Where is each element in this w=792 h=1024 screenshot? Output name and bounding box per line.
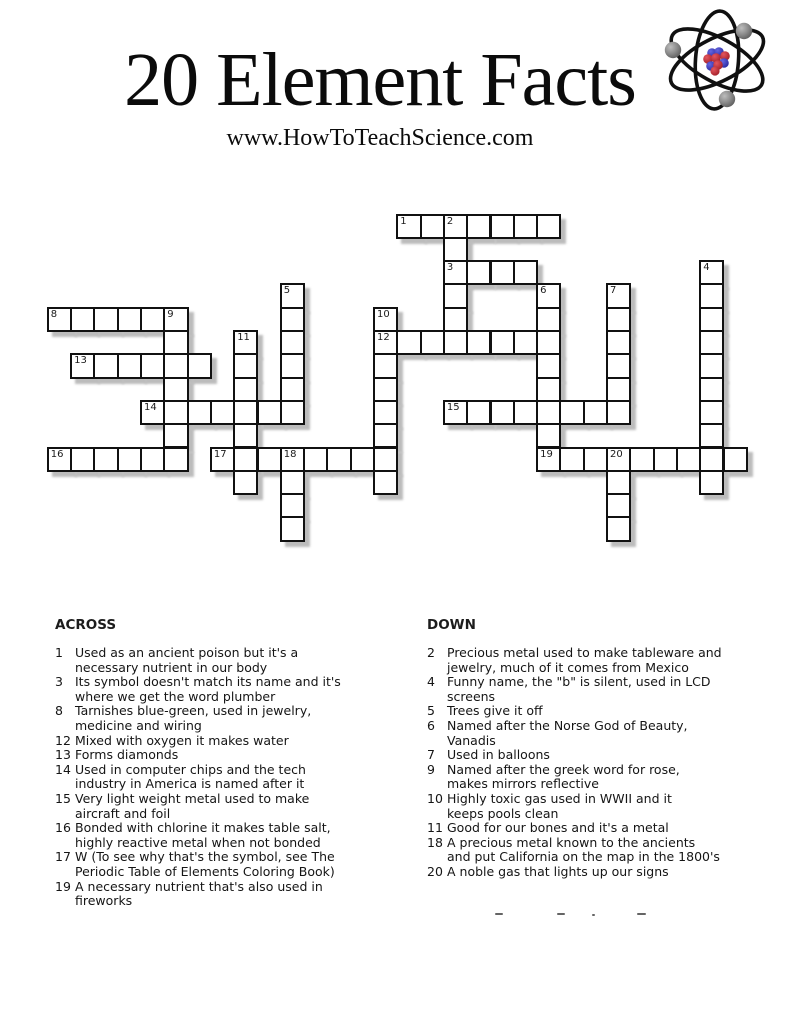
text-fragment <box>557 913 565 915</box>
grid-cell[interactable] <box>280 447 305 472</box>
grid-cell[interactable] <box>536 423 561 448</box>
grid-cell[interactable] <box>163 400 188 425</box>
cell-number: 18 <box>283 448 297 460</box>
clue-number: 11 <box>427 820 443 836</box>
grid-cell[interactable] <box>210 447 235 472</box>
grid-cell[interactable] <box>233 330 258 355</box>
clue-item <box>427 792 757 821</box>
text-fragment <box>495 913 503 915</box>
grid-cell[interactable] <box>466 260 491 285</box>
clue-number: 17 <box>55 849 71 865</box>
grid-cell[interactable] <box>373 447 398 472</box>
grid-cell[interactable] <box>443 214 468 239</box>
clue-text: Trees give it off <box>447 703 543 719</box>
cell-number: 5 <box>283 285 291 297</box>
grid-cell[interactable] <box>699 283 724 308</box>
grid-cell[interactable] <box>536 283 561 308</box>
grid-cell[interactable] <box>699 447 724 472</box>
grid-cell[interactable] <box>536 447 561 472</box>
clue-item <box>427 675 757 704</box>
clue-number: 19 <box>55 878 71 894</box>
grid-cell[interactable] <box>396 330 421 355</box>
grid-cell[interactable] <box>513 330 538 355</box>
grid-cell[interactable] <box>536 377 561 402</box>
grid-cell[interactable] <box>117 447 142 472</box>
clue-text: Tarnishes blue-green, used in jewelry, medicine and wiring <box>75 703 312 733</box>
grid-cell[interactable] <box>280 377 305 402</box>
grid-cell[interactable] <box>490 214 515 239</box>
grid-cell[interactable] <box>93 447 118 472</box>
clue-number: 14 <box>55 761 71 777</box>
clue-text: Very light weight metal used to make aircraft and foil <box>75 790 310 821</box>
cell-number: 4 <box>703 262 710 274</box>
grid-cell[interactable] <box>490 330 515 355</box>
clue-item <box>55 821 385 850</box>
grid-cell[interactable] <box>536 214 561 239</box>
clue-item <box>55 675 385 704</box>
clue-number: 5 <box>427 703 435 719</box>
grid-cell[interactable] <box>280 283 305 308</box>
clue-item <box>55 734 385 749</box>
down-heading: DOWN <box>427 617 476 633</box>
text-fragment <box>592 914 595 916</box>
grid-cell[interactable] <box>280 400 305 425</box>
grid-cell[interactable] <box>606 470 631 495</box>
grid-cell[interactable] <box>70 447 95 472</box>
site-url: www.HowToTeachScience.com <box>226 125 534 151</box>
clue-item <box>427 763 757 792</box>
clue-number: 1 <box>55 645 63 660</box>
grid-cell[interactable] <box>233 470 258 495</box>
clue-number: 15 <box>55 790 71 806</box>
clue-number: 6 <box>427 717 435 733</box>
clue-text: Used in balloons <box>447 747 550 763</box>
grid-cell[interactable] <box>280 307 305 332</box>
clue-item <box>427 748 757 763</box>
grid-cell[interactable] <box>606 330 631 355</box>
clue-item <box>427 646 757 675</box>
clue-item <box>55 850 385 879</box>
grid-cell[interactable] <box>699 260 724 285</box>
grid-cell[interactable] <box>93 307 118 332</box>
grid-cell[interactable] <box>47 447 72 472</box>
clue-text: Forms diamonds <box>75 747 179 763</box>
text-fragment <box>637 913 646 915</box>
clue-text: Highly toxic gas used in WWII and it keeps pools clean <box>447 790 672 821</box>
clue-item <box>427 836 757 865</box>
clue-text: Used in computer chips and the tech industry in America is named after it <box>75 761 306 792</box>
grid-cell[interactable] <box>280 353 305 378</box>
grid-cell[interactable] <box>606 447 631 472</box>
clue-item <box>55 704 385 733</box>
grid-cell[interactable] <box>210 400 235 425</box>
clue-text: Mixed with oxygen it makes water <box>75 732 289 748</box>
grid-cell[interactable] <box>536 400 561 425</box>
across-clue-list <box>55 646 385 909</box>
grid-cell[interactable] <box>373 470 398 495</box>
clue-text: Bonded with chlorine it makes table salt, highly reactive metal when not bonded <box>75 820 331 850</box>
clue-number: 7 <box>427 747 435 763</box>
grid-cell[interactable] <box>163 307 188 332</box>
grid-cell[interactable] <box>280 470 305 495</box>
grid-cell[interactable] <box>117 307 142 332</box>
grid-cell[interactable] <box>257 400 282 425</box>
grid-cell[interactable] <box>373 400 398 425</box>
cell-number: 12 <box>377 332 390 343</box>
clue-item <box>427 821 757 836</box>
clue-number: 3 <box>55 674 63 690</box>
grid-cell[interactable] <box>699 330 724 355</box>
cell-number: 6 <box>540 285 547 297</box>
clue-text: Funny name, the "b" is silent, used in LCD screens <box>447 674 711 704</box>
page-title: 20 Element Facts <box>124 38 636 122</box>
grid-cell[interactable] <box>699 400 724 425</box>
grid-cell[interactable] <box>699 377 724 402</box>
cell-number: 14 <box>144 401 157 413</box>
grid-cell[interactable] <box>536 330 561 355</box>
grid-cell[interactable] <box>373 330 398 355</box>
clue-text: A noble gas that lights up our signs <box>447 863 669 879</box>
grid-cell[interactable] <box>606 400 631 425</box>
grid-cell[interactable] <box>233 353 258 378</box>
grid-cell[interactable] <box>280 330 305 355</box>
clue-text: Used as an ancient poison but it's a necessary nutrient in our body <box>75 645 299 675</box>
grid-cell[interactable] <box>490 400 515 425</box>
grid-cell[interactable] <box>443 237 468 262</box>
grid-cell[interactable] <box>373 423 398 448</box>
grid-cell[interactable] <box>420 330 445 355</box>
grid-cell[interactable] <box>559 400 584 425</box>
grid-cell[interactable] <box>559 447 584 472</box>
clue-item <box>427 865 757 880</box>
grid-cell[interactable] <box>140 307 165 332</box>
clue-text: Its symbol doesn't match its name and it's where we get the word plumber <box>75 674 341 704</box>
grid-cell[interactable] <box>373 307 398 332</box>
clue-text: A precious metal known to the ancients and put California on the map in the 1800's <box>447 834 720 865</box>
grid-cell[interactable] <box>536 353 561 378</box>
clue-item <box>55 792 385 821</box>
grid-cell[interactable] <box>303 447 328 472</box>
grid-cell[interactable] <box>140 447 165 472</box>
clue-number: 9 <box>427 761 435 777</box>
grid-cell[interactable] <box>513 214 538 239</box>
grid-cell[interactable] <box>280 493 305 518</box>
grid-cell[interactable] <box>606 283 631 308</box>
grid-cell[interactable] <box>513 400 538 425</box>
grid-cell[interactable] <box>70 307 95 332</box>
grid-cell[interactable] <box>396 214 421 239</box>
cell-number: 10 <box>377 308 390 320</box>
down-clues-section <box>427 618 757 880</box>
clue-item <box>427 719 757 748</box>
grid-cell[interactable] <box>163 330 188 355</box>
grid-cell[interactable] <box>163 423 188 448</box>
clue-number: 10 <box>427 790 443 806</box>
grid-cell[interactable] <box>606 353 631 378</box>
grid-cell[interactable] <box>93 353 118 378</box>
grid-cell[interactable] <box>443 400 468 425</box>
clue-item <box>55 880 385 909</box>
grid-cell[interactable] <box>443 330 468 355</box>
grid-cell[interactable] <box>187 400 212 425</box>
clue-text: Good for our bones and it's a metal <box>447 820 669 836</box>
grid-cell[interactable] <box>443 283 468 308</box>
cell-number: 9 <box>167 308 174 320</box>
grid-cell[interactable] <box>47 307 72 332</box>
clue-number: 18 <box>427 834 443 850</box>
cell-number: 11 <box>237 332 250 343</box>
grid-cell[interactable] <box>466 330 491 355</box>
grid-cell[interactable] <box>490 260 515 285</box>
cell-number: 2 <box>446 215 454 227</box>
clue-number: 2 <box>427 645 435 660</box>
clue-text: A necessary nutrient that's also used in fireworks <box>75 878 323 909</box>
clue-number: 4 <box>427 674 435 690</box>
clue-number: 8 <box>55 703 63 719</box>
grid-cell[interactable] <box>699 307 724 332</box>
grid-cell[interactable] <box>163 377 188 402</box>
grid-cell[interactable] <box>443 307 468 332</box>
clue-number: 16 <box>55 820 71 836</box>
across-heading: ACROSS <box>55 617 117 633</box>
grid-cell[interactable] <box>583 400 608 425</box>
clue-item <box>55 748 385 763</box>
grid-cell[interactable] <box>187 353 212 378</box>
grid-cell[interactable] <box>606 377 631 402</box>
clue-item <box>427 704 757 719</box>
grid-cell[interactable] <box>233 400 258 425</box>
cell-number: 16 <box>50 448 64 460</box>
grid-cell[interactable] <box>466 400 491 425</box>
grid-cell[interactable] <box>140 353 165 378</box>
grid-cell[interactable] <box>350 447 375 472</box>
grid-cell[interactable] <box>676 447 701 472</box>
grid-cell[interactable] <box>583 447 608 472</box>
grid-cell[interactable] <box>536 307 561 332</box>
grid-cell[interactable] <box>653 447 678 472</box>
grid-cell[interactable] <box>443 260 468 285</box>
grid-cell[interactable] <box>420 214 445 239</box>
cell-number: 15 <box>446 401 460 413</box>
clue-number: 20 <box>427 863 443 879</box>
clue-text: W (To see why that's the symbol, see The Periodic Table of Elements Coloring Book) <box>75 849 335 879</box>
grid-cell[interactable] <box>513 260 538 285</box>
grid-cell[interactable] <box>373 377 398 402</box>
grid-cell[interactable] <box>233 377 258 402</box>
cell-number: 19 <box>540 448 553 460</box>
grid-cell[interactable] <box>163 353 188 378</box>
clue-text: Named after the greek word for rose, makes mirrors reflective <box>447 761 680 792</box>
grid-cell[interactable] <box>257 447 282 472</box>
grid-cell[interactable] <box>163 447 188 472</box>
grid-cell[interactable] <box>723 447 748 472</box>
down-clue-list <box>427 646 757 880</box>
clue-item <box>55 763 385 792</box>
clue-item <box>55 646 385 675</box>
cell-number: 13 <box>74 355 87 367</box>
grid-cell[interactable] <box>699 470 724 495</box>
grid-cell[interactable] <box>606 493 631 518</box>
clue-number: 12 <box>55 732 71 748</box>
grid-cell[interactable] <box>373 353 398 378</box>
grid-cell[interactable] <box>606 307 631 332</box>
clue-text: Named after the Norse God of Beauty, Vanadis <box>447 717 688 748</box>
grid-cell[interactable] <box>699 423 724 448</box>
grid-cell[interactable] <box>466 214 491 239</box>
grid-cell[interactable] <box>70 353 95 378</box>
clue-number: 13 <box>55 747 71 763</box>
clue-text: Precious metal used to make tableware and jewelry, much of it comes from Mexico <box>447 645 722 675</box>
cell-number: 8 <box>50 308 58 320</box>
across-clues-section <box>55 618 385 909</box>
grid-cell[interactable] <box>140 400 165 425</box>
grid-cell[interactable] <box>629 447 654 472</box>
cell-number: 17 <box>213 448 227 460</box>
grid-cell[interactable] <box>606 516 631 541</box>
grid-cell[interactable] <box>233 423 258 448</box>
cell-number: 7 <box>610 285 617 297</box>
grid-cell[interactable] <box>699 353 724 378</box>
cell-number: 1 <box>400 215 407 227</box>
cell-number: 20 <box>610 448 623 460</box>
grid-cell[interactable] <box>280 516 305 541</box>
cell-number: 3 <box>446 262 454 274</box>
grid-cell[interactable] <box>326 447 351 472</box>
grid-cell[interactable] <box>233 447 258 472</box>
grid-cell[interactable] <box>117 353 142 378</box>
